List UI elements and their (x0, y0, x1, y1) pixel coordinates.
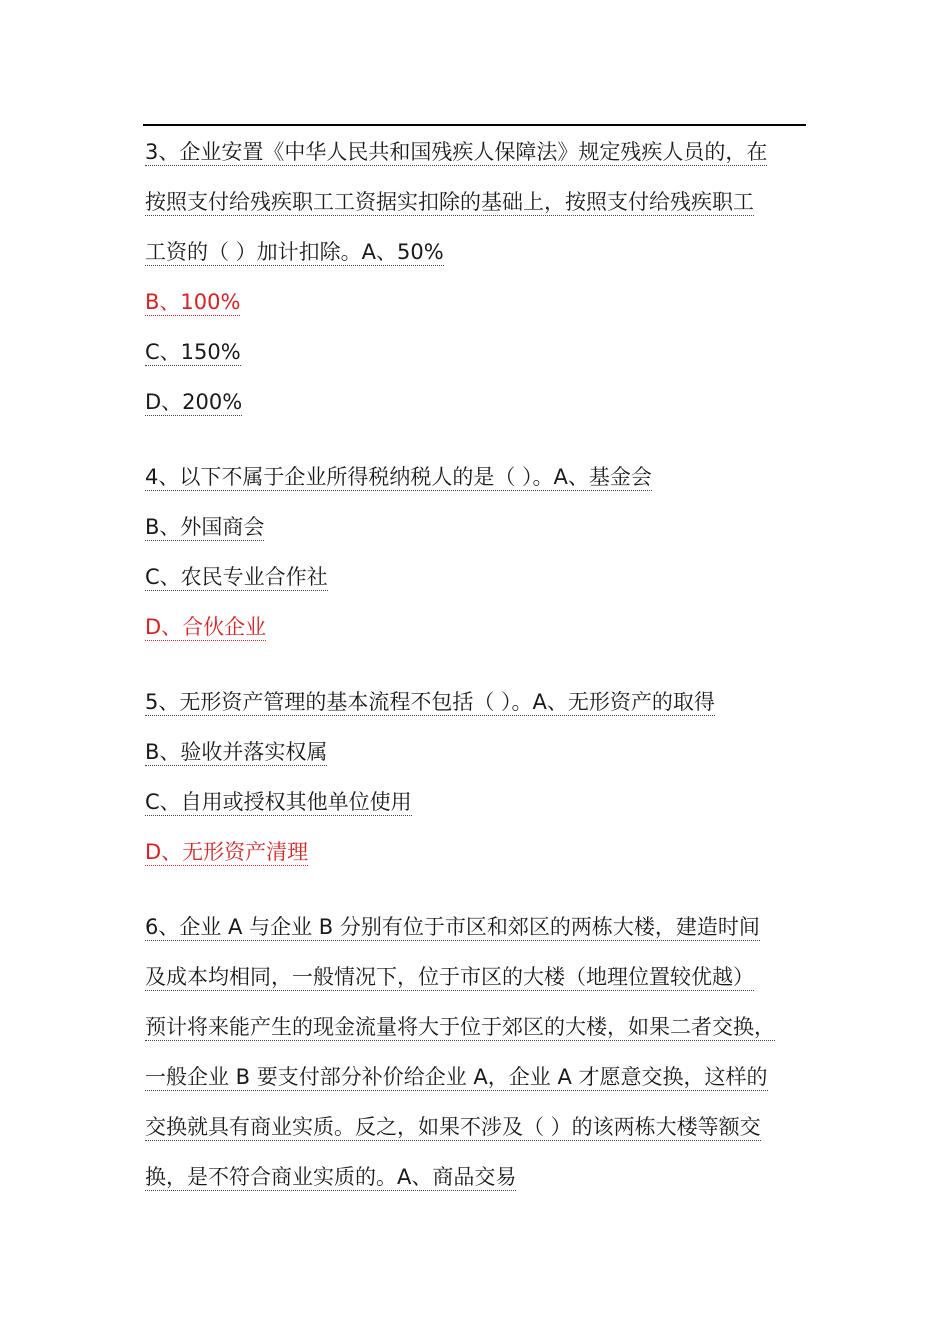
header-rule (143, 124, 806, 126)
question-line: 及成本均相同，一般情况下，位于市区的大楼（地理位置较优越） (145, 965, 754, 989)
document-body (145, 137, 815, 1212)
option-c: C、农民专业合作社 (145, 565, 328, 589)
question-line: 3、企业安置《中华人民共和国残疾人保障法》规定残疾人员的，在 (145, 140, 768, 164)
question-3 (145, 137, 815, 417)
question-line: 一般企业 B 要支付部分补价给企业 A，企业 A 才愿意交换，这样的 (145, 1065, 768, 1089)
option-d: D、200% (145, 390, 243, 414)
question-line: 6、企业 A 与企业 B 分别有位于市区和郊区的两栋大楼，建造时间 (145, 915, 760, 939)
question-5 (145, 687, 815, 867)
option-d-correct: D、无形资产清理 (145, 840, 309, 864)
option-b-correct: B、100% (145, 290, 241, 314)
spacer (145, 887, 815, 912)
question-line: 工资的（ ）加计扣除。A、50% (145, 240, 444, 264)
question-line: 交换就具有商业实质。反之，如果不涉及（ ）的该两栋大楼等额交 (145, 1115, 761, 1139)
option-b: B、验收并落实权属 (145, 740, 328, 764)
option-c: C、150% (145, 340, 241, 364)
question-line: 按照支付给残疾职工工资据实扣除的基础上，按照支付给残疾职工 (145, 190, 754, 214)
question-4 (145, 462, 815, 642)
question-line: 5、无形资产管理的基本流程不包括（ ）。A、无形资产的取得 (145, 690, 715, 714)
spacer (145, 662, 815, 687)
spacer (145, 437, 815, 462)
option-b: B、外国商会 (145, 515, 265, 539)
question-line: 4、以下不属于企业所得税纳税人的是（ ）。A、基金会 (145, 465, 652, 489)
option-d-correct: D、合伙企业 (145, 615, 267, 639)
option-c: C、自用或授权其他单位使用 (145, 790, 412, 814)
question-line: 预计将来能产生的现金流量将大于位于郊区的大楼，如果二者交换， (145, 1015, 775, 1039)
question-line: 换，是不符合商业实质的。A、商品交易 (145, 1165, 517, 1189)
question-6 (145, 912, 815, 1192)
